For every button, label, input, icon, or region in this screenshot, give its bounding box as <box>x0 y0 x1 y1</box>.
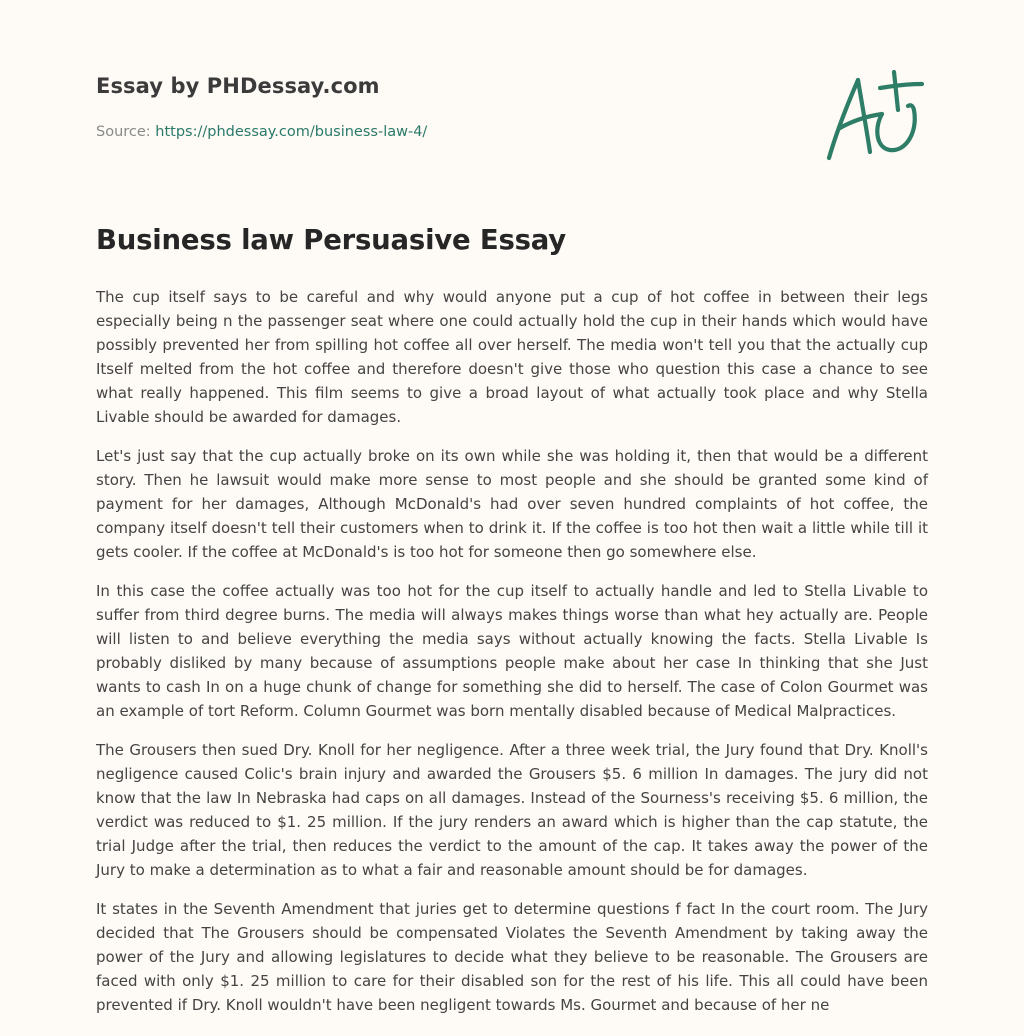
essay-body <box>96 285 928 1032</box>
source-link[interactable]: https://phdessay.com/business-law-4/ <box>155 124 428 140</box>
site-brand: Essay by PHDessay.com <box>96 74 380 98</box>
essay-title: Business law Persuasive Essay <box>96 224 567 256</box>
page-header <box>96 74 796 140</box>
source-label: Source: <box>96 124 151 140</box>
essay-paragraph: Let's just say that the cup actually broke on its own while she was holding it, then that would be a different story. Then he lawsuit would make more sense to most people and she should be granted some kind of payment for her damages, Although McDonald's had over seven hundred complaints of hot coffee, the company itself doesn't tell their customers when to drink it. If the coffee is too hot then wait a little while till it gets cooler. If the coffee at McDonald's is too hot for someone then go somewhere else. <box>96 447 928 561</box>
a-plus-grade-icon <box>818 66 930 166</box>
source-line <box>96 124 427 140</box>
essay-paragraph: The Grousers then sued Dry. Knoll for her negligence. After a three week trial, the Jury found that Dry. Knoll's negligence caused Colic's brain injury and awarded the Grousers $5. 6 million In damages. The jury did not know that the law In Nebraska had caps on all damages. Instead of the Sourness's receiving $5. 6 million, the verdict was reduced to $1. 25 million. If the jury renders an award which is higher than the cap statute, the trial Judge after the trial, then reduces the verdict to the amount of the cap. It takes away the power of the Jury to make a determination as to what a fair and reasonable amount should be for damages. <box>96 741 928 879</box>
essay-paragraph: It states in the Seventh Amendment that juries get to determine questions f fact In the court room. The Jury decided that The Grousers should be compensated Violates the Seventh Amendment by taking away the power of the Jury and allowing legislatures to decide what they believe to be reasonable. The Grousers are faced with only $1. 25 million to care for their disabled son for the rest of his life. This all could have been prevented if Dry. Knoll wouldn't have been negligent towards Ms. Gourmet and because of her ne <box>96 900 928 1014</box>
essay-paragraph: In this case the coffee actually was too hot for the cup itself to actually handle and led to Stella Livable to suffer from third degree burns. The media will always makes things worse than what hey actually are. People will listen to and believe everything the media says without actually knowing the facts. Stella Livable Is probably disliked by many because of assumptions people make about her case In thinking that she Just wants to cash In on a huge chunk of change for something she did to herself. The case of Colon Gourmet was an example of tort Reform. Column Gourmet was born mentally disabled because of Medical Malpractices. <box>96 582 928 720</box>
essay-paragraph: The cup itself says to be careful and why would anyone put a cup of hot coffee in between their legs especially being n the passenger seat where one could actually hold the cup in their hands which would have possibly prevented her from spilling hot coffee all over herself. The media won't tell you that the actually cup Itself melted from the hot coffee and therefore doesn't give those who question this case a chance to see what really happened. This film seems to give a broad layout of what actually took place and why Stella Livable should be awarded for damages. <box>96 288 928 426</box>
